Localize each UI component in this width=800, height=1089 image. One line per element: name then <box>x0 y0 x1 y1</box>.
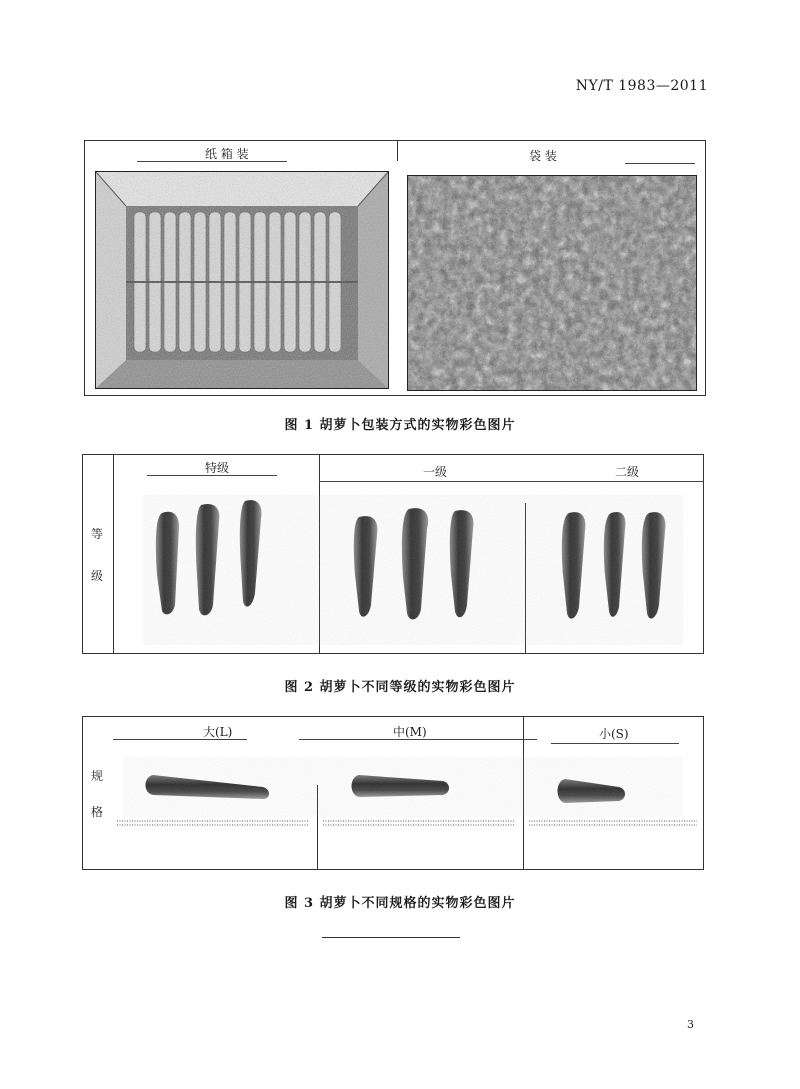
figure-1-divider <box>397 141 398 161</box>
page-number: 3 <box>687 1018 694 1031</box>
figure-3-caption: 图 3 胡萝卜不同规格的实物彩色图片 <box>284 896 516 911</box>
figure-1-caption: 图 1 胡萝卜包装方式的实物彩色图片 <box>284 418 516 433</box>
figure-2-column-grade-1: 一级 <box>423 465 448 479</box>
figure-2-frame <box>82 454 704 654</box>
figure-3-column-large: 大(L) <box>203 725 233 739</box>
figure-3-side-label-top: 规 <box>91 769 104 783</box>
figure-1-rule-right <box>625 163 695 164</box>
figure-3-column-small: 小(S) <box>599 727 629 741</box>
figure-2-column-premium: 特级 <box>205 461 230 475</box>
figure-1-label-carton: 纸 箱 装 <box>205 147 249 161</box>
figure-3-carrot-photos <box>83 717 703 869</box>
figure-2-side-label-bottom: 级 <box>91 569 104 583</box>
figure-2-side-label-top: 等 <box>91 527 104 541</box>
figure-2-carrot-photos <box>83 455 703 653</box>
figure-3-side-label-bottom: 格 <box>91 805 104 819</box>
figure-3-column-medium: 中(M) <box>393 725 427 739</box>
carton-packaging-photo <box>95 171 389 389</box>
figure-1-frame <box>84 140 706 396</box>
figure-1-rule-left <box>137 161 287 162</box>
figure-3-frame <box>82 716 704 870</box>
bag-packaging-photo <box>407 175 697 391</box>
figure-2-column-grade-2: 二级 <box>615 465 640 479</box>
standard-number: NY/T 1983—2011 <box>575 78 708 94</box>
end-rule <box>322 937 460 938</box>
figure-1-label-bag: 袋 装 <box>529 149 557 163</box>
figure-2-caption: 图 2 胡萝卜不同等级的实物彩色图片 <box>284 680 516 695</box>
